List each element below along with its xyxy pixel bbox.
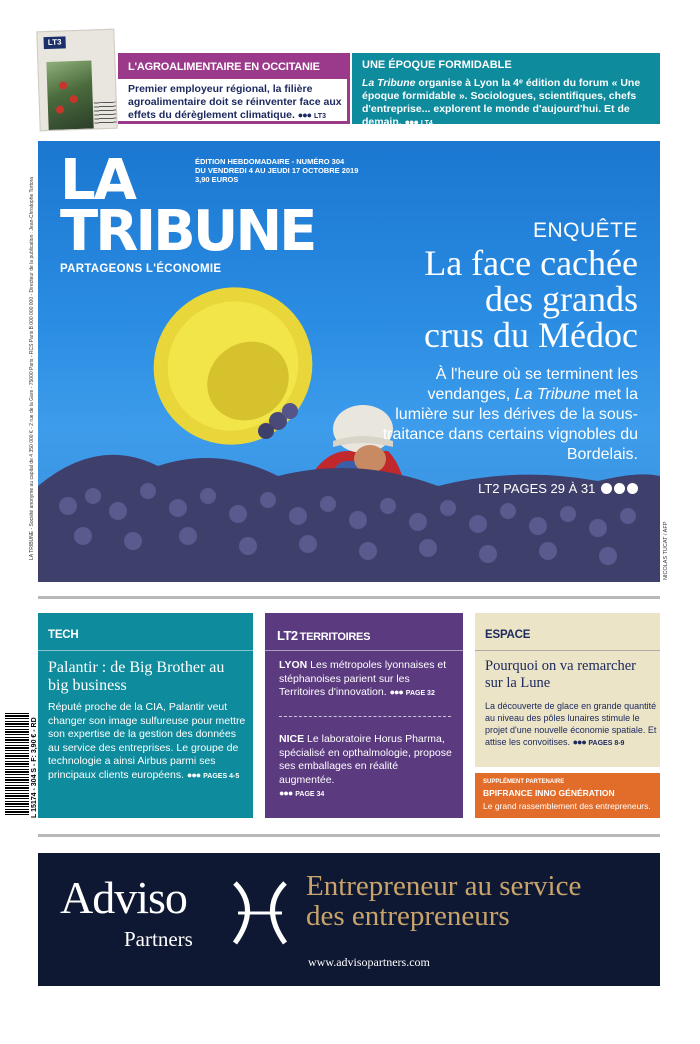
teaser-dots: ●●● <box>404 117 418 127</box>
mini-cover-photo <box>46 60 93 130</box>
pages-ref: LT2 PAGES 29 À 31 <box>478 481 596 496</box>
card-title: Palantir : de Big Brother au big business <box>48 659 225 694</box>
ad-partners: Partners <box>124 927 193 951</box>
edition-number: ÉDITION HEBDOMADAIRE - NUMÉRO 304 <box>195 157 345 166</box>
card-label <box>277 628 370 643</box>
cover-hero[interactable] <box>38 141 660 582</box>
cover-story-lead <box>378 365 638 465</box>
lt2-logo: LT2 <box>277 628 298 643</box>
advertisement[interactable] <box>38 853 660 986</box>
mini-cover-logo: LT3 <box>43 36 65 49</box>
lead-text: À l'heure où se terminent les vendanges, <box>427 366 638 403</box>
card-label: ESPACE <box>485 629 531 641</box>
photo-credit: NICOLAS TUCAT / AFP <box>663 521 669 580</box>
legal-text: LA TRIBUNE - Société anonyme au capital de 4 350 000 € - 2 rue de la Gare - 75000 Paris - RCS Paris B 000 000 000 - Directeur de la publication : Jean-Christophe Tortora <box>29 176 35 560</box>
headline-line: des grands <box>485 279 638 319</box>
teaser-dots: ●●● <box>297 110 312 120</box>
territoires-label: TERRITOIRES <box>299 631 371 643</box>
tagline-line: Entrepreneur au service <box>306 870 582 902</box>
supplement-mini-cover[interactable] <box>36 29 117 132</box>
item-text: Les métropoles lyonnaises et stéphanoises parient sur les Territoires d'innovation. <box>279 659 447 698</box>
card-ref: PAGE 32 <box>405 690 435 697</box>
territoires-item-lyon[interactable] <box>279 659 454 701</box>
teaser-section-label: L'AGROALIMENTAIRE EN OCCITANIE <box>118 56 347 79</box>
card-tech[interactable] <box>38 613 253 818</box>
dot-icon <box>627 483 638 494</box>
card-ref: PAGES 4-5 <box>203 772 240 780</box>
barcode <box>4 712 30 818</box>
teaser-agroalimentaire[interactable] <box>118 53 350 124</box>
supplement-title: BPIFRANCE INNO GÉNÉRATION <box>483 788 615 798</box>
edition-dates: DU VENDREDI 4 AU JEUDI 17 OCTOBRE 2019 <box>195 166 359 175</box>
card-divider <box>38 650 253 651</box>
cover-story-kicker: ENQUÊTE <box>532 219 638 242</box>
masthead-slogan: PARTAGEONS L'ÉCONOMIE <box>60 263 222 275</box>
masthead-title-tribune: TRIBUNE <box>60 199 315 264</box>
dot-icon <box>601 483 612 494</box>
tagline-line: des entrepreneurs <box>306 900 510 932</box>
teaser-text <box>362 77 652 130</box>
edition-info <box>195 157 358 184</box>
adviso-logo-icon <box>230 878 290 948</box>
card-title: Pourquoi on va remarcher sur la Lune <box>485 658 636 691</box>
barcode-text: L 15174 - 304 S - F: 3,90 € - RD <box>31 717 38 818</box>
card-ref: PAGES 8-9 <box>588 740 625 747</box>
card-dots: ●●● <box>389 687 403 697</box>
card-territoires[interactable] <box>265 613 463 818</box>
teaser-body: Premier employeur régional, la filière agroalimentaire doit se réinventer face aux effets du dérèglement climatique. <box>128 83 342 121</box>
card-body-text: Réputé proche de la CIA, Palantir veut changer son image sulfureuse pour mettre son expertise de la gestion des données au service des entreprises. Le groupe de technologie a ainsi Airbus parmi ses principaux clients européens. <box>48 701 246 781</box>
card-body-text: La découverte de glace en grande quantité au niveau des pôles lunaires stimule le projet d'une nouvelle économie spatiale. Et attise les convoitises. <box>485 701 657 747</box>
divider <box>38 834 660 837</box>
supplement-label: SUPPLÉMENT PARTENAIRE <box>483 779 565 785</box>
card-ref: PAGE 34 <box>295 791 325 798</box>
teaser-epoque-formidable[interactable] <box>352 53 660 128</box>
lead-text: met la lumière sur les dérives de la sous-traitance dans certains vignobles du Bordelais. <box>382 386 638 463</box>
card-body <box>485 700 657 750</box>
divider <box>38 596 660 599</box>
teaser-ref: LT3 <box>314 113 326 120</box>
teaser-section-label: UNE ÉPOQUE FORMIDABLE <box>362 59 512 71</box>
cover-story[interactable] <box>378 219 638 496</box>
cover-story-headline <box>378 245 638 353</box>
card-supplement[interactable] <box>475 773 660 818</box>
card-dots: ●●● <box>279 788 293 798</box>
ad-url[interactable]: www.advisopartners.com <box>308 955 430 969</box>
city-name: LYON <box>279 659 308 671</box>
lead-italic: La Tribune <box>514 386 590 403</box>
ad-brand: Adviso <box>60 872 187 923</box>
masthead-title-la: LA <box>60 148 136 213</box>
cover-story-pages <box>378 481 638 496</box>
card-body <box>48 701 248 783</box>
teaser-body: organise à Lyon la 4ᵉ édition du forum « Une époque formidable ». Sociologues, scientifiques, chefs d'entreprise... explorent le monde d'aujourd'hui. Et de demain. <box>362 77 641 128</box>
card-divider <box>265 650 463 651</box>
teaser-text <box>128 83 343 123</box>
headline-line: crus du Médoc <box>424 315 638 355</box>
supplement-desc: Le grand rassemblement des entrepreneurs. <box>483 801 651 811</box>
card-divider <box>475 650 660 651</box>
headline-line: La face cachée <box>424 243 638 283</box>
dashed-separator <box>279 716 451 717</box>
ad-tagline <box>306 871 581 931</box>
teaser-ref: LT4 <box>420 120 433 127</box>
card-dots: ●●● <box>186 769 201 780</box>
dot-icon <box>614 483 625 494</box>
item-text: Le laboratoire Horus Pharma, spécialisé en opthalmologie, propose ses emballages en réalité augmentée. <box>279 733 452 786</box>
card-label: TECH <box>48 629 79 641</box>
city-name: NICE <box>279 733 305 745</box>
card-espace[interactable] <box>475 613 660 767</box>
edition-price: 3,90 EUROS <box>195 175 239 184</box>
card-dots: ●●● <box>572 737 586 747</box>
teaser-italic: La Tribune <box>362 77 416 89</box>
mini-cover-text <box>94 102 117 125</box>
territoires-item-nice[interactable] <box>279 733 454 802</box>
